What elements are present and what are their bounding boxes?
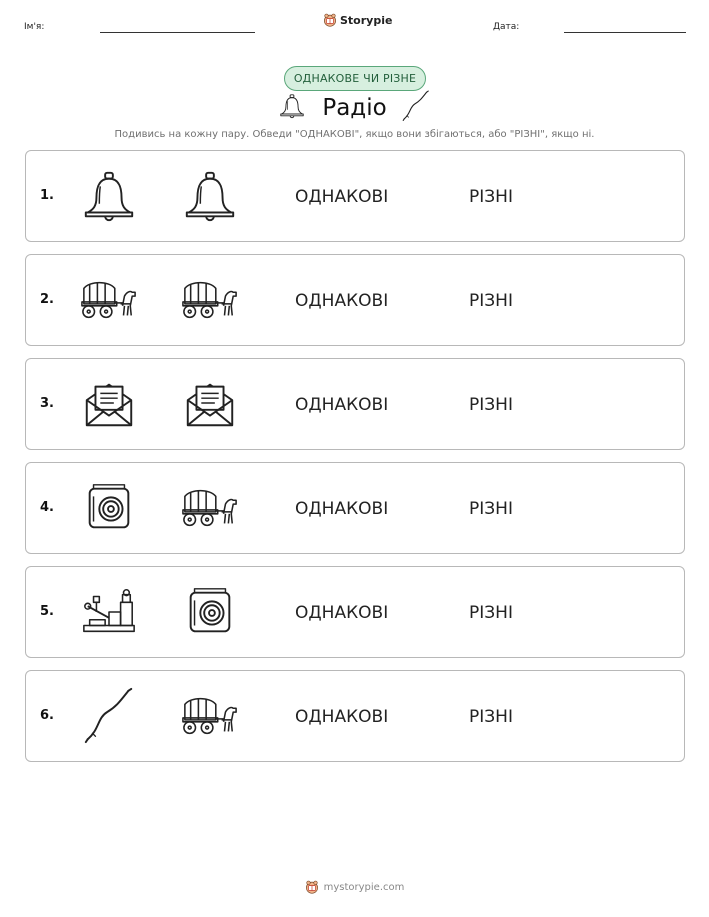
date-field-line[interactable]	[564, 32, 686, 33]
page-title: Радіо	[322, 95, 387, 121]
option-different[interactable]: РІЗНІ	[469, 291, 513, 311]
row-number: 3.	[40, 396, 54, 411]
storypie-logo-icon	[323, 13, 337, 27]
worksheet-header	[0, 0, 709, 50]
row-number: 5.	[40, 604, 54, 619]
exercise-row	[25, 462, 685, 554]
brand-name: Storypie	[340, 13, 393, 27]
row-number: 6.	[40, 708, 54, 723]
title-row	[0, 90, 709, 126]
envelope-icon	[181, 375, 239, 433]
speaker-icon	[181, 583, 239, 641]
option-different[interactable]: РІЗНІ	[469, 499, 513, 519]
speaker-icon	[80, 479, 138, 537]
date-label: Дата:	[493, 22, 520, 32]
exercise-list	[25, 150, 685, 774]
exercise-row	[25, 150, 685, 242]
row-number: 2.	[40, 292, 54, 307]
option-same[interactable]: ОДНАКОВІ	[295, 291, 389, 311]
option-same[interactable]: ОДНАКОВІ	[295, 187, 389, 207]
exercise-row	[25, 566, 685, 658]
option-different[interactable]: РІЗНІ	[469, 187, 513, 207]
row-number: 4.	[40, 500, 54, 515]
option-same[interactable]: ОДНАКОВІ	[295, 603, 389, 623]
option-different[interactable]: РІЗНІ	[469, 707, 513, 727]
wagon-icon	[181, 271, 239, 329]
envelope-icon	[80, 375, 138, 433]
telegraph-icon	[80, 583, 138, 641]
row-number: 1.	[40, 188, 54, 203]
footer-url: mystorypie.com	[323, 881, 405, 893]
exercise-row	[25, 254, 685, 346]
brand	[323, 13, 392, 27]
storypie-logo-icon	[305, 880, 319, 894]
wagon-icon	[80, 271, 138, 329]
footer	[0, 880, 709, 894]
exercise-row	[25, 358, 685, 450]
wagon-icon	[181, 687, 239, 745]
bell-icon	[80, 167, 138, 225]
wagon-icon	[181, 479, 239, 537]
antenna-icon	[80, 687, 138, 745]
bell-icon	[181, 167, 239, 225]
option-same[interactable]: ОДНАКОВІ	[295, 395, 389, 415]
name-field-line[interactable]	[100, 32, 255, 33]
option-different[interactable]: РІЗНІ	[469, 603, 513, 623]
category-badge: ОДНАКОВЕ ЧИ РІЗНЕ	[284, 66, 426, 91]
option-same[interactable]: ОДНАКОВІ	[295, 707, 389, 727]
instructions: Подивись на кожну пару. Обведи "ОДНАКОВІ", якщо вони збігаються, або "РІЗНІ", якщо ні.	[114, 129, 595, 140]
option-different[interactable]: РІЗНІ	[469, 395, 513, 415]
antenna-icon	[400, 90, 432, 122]
name-label: Ім'я:	[24, 22, 45, 32]
exercise-row	[25, 670, 685, 762]
option-same[interactable]: ОДНАКОВІ	[295, 499, 389, 519]
